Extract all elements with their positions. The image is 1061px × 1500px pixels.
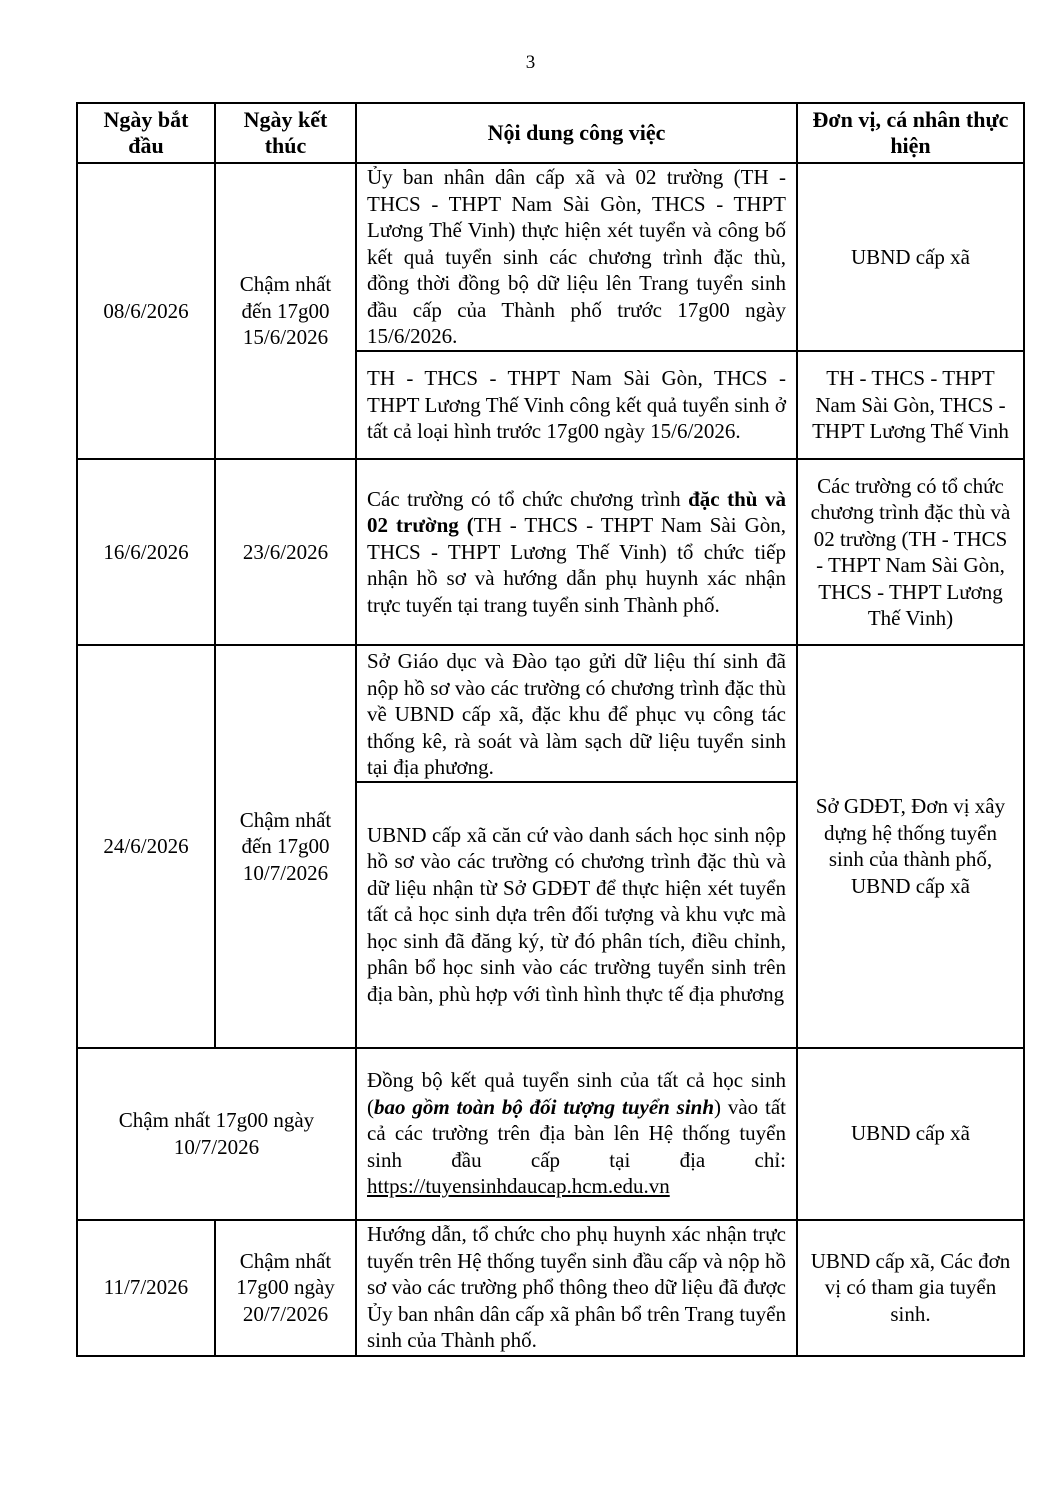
unit-cell: TH - THCS - THPT Nam Sài Gòn, THCS - THPT Lương Thế Vinh [797,351,1024,459]
content-text: TH - THCS - THPT Nam Sài Gòn, THCS - THPT Lương Thế Vinh) tổ chức tiếp nhận hồ sơ và hướng dẫn phụ huynh xác nhận trực tuyến tại trang tuyển sinh Thành phố. [367,513,787,617]
content-bold-italic-text: bao gồm toàn bộ đối tượng tuyển sinh [374,1094,715,1119]
end-date-cell: Chậm nhất 17g00 ngày 20/7/2026 [215,1220,356,1356]
content-cell: Sở Giáo dục và Đào tạo gửi dữ liệu thí sinh đã nộp hồ sơ vào các trường có chương trình đặc thù về UBND cấp xã, đặc khu để phục vụ công tác thống kê, rà soát và làm sạch dữ liệu tuyển sinh tại địa phương. [356,645,797,782]
website-link[interactable]: https://tuyensinhdaucap.hcm.edu.vn [367,1174,670,1199]
start-date-cell: 16/6/2026 [77,459,215,645]
table-row [77,1048,1024,1220]
start-date-cell: 08/6/2026 [77,163,215,459]
start-date-cell: 24/6/2026 [77,645,215,1048]
content-text: ) vào tất cả các trường trên địa bàn lên Hệ thống tuyển sinh đầu cấp tại địa chỉ: [367,1094,787,1172]
end-date-cell: 23/6/2026 [215,459,356,645]
unit-cell: Sở GDĐT, Đơn vị xây dựng hệ thống tuyển sinh của thành phố, UBND cấp xã [797,645,1024,1048]
unit-cell: UBND cấp xã [797,163,1024,351]
start-date-cell: 11/7/2026 [77,1220,215,1356]
content-cell: TH - THCS - THPT Nam Sài Gòn, THCS - THPT Lương Thế Vinh công kết quả tuyển sinh ở tất cả loại hình trước 17g00 ngày 15/6/2026. [356,351,797,459]
header-content: Nội dung công việc [356,103,797,163]
unit-cell: Các trường có tổ chức chương trình đặc thù và 02 trường (TH - THCS - THPT Nam Sài Gòn, THCS - THPT Lương Thế Vinh) [797,459,1024,645]
page-number: 3 [525,52,536,73]
content-cell: Hướng dẫn, tổ chức cho phụ huynh xác nhận trực tuyến trên Hệ thống tuyển sinh đầu cấp và nộp hồ sơ vào các trường phổ thông theo dữ liệu đã được Ủy ban nhân dân cấp xã phân bổ trên Trang tuyển sinh của Thành phố. [356,1220,797,1356]
content-cell [356,459,797,645]
header-end-date: Ngày kết thúc [215,103,356,163]
schedule-table [76,102,1025,1357]
unit-cell: UBND cấp xã [797,1048,1024,1220]
content-bold-text: đặc thù và 02 trường ( [367,486,786,538]
table-row [77,1220,1024,1356]
content-cell [356,1048,797,1220]
header-unit: Đơn vị, cá nhân thực hiện [797,103,1024,163]
content-text: Đồng bộ kết quả tuyển sinh của tất cả học sinh ( [367,1068,786,1119]
end-date-cell: Chậm nhất đến 17g00 10/7/2026 [215,645,356,1048]
table-row [77,459,1024,645]
table-row [77,645,1024,782]
header-start-date: Ngày bắt đầu [77,103,215,163]
content-cell: UBND cấp xã căn cứ vào danh sách học sinh nộp hồ sơ vào các trường có chương trình đặc thù và dữ liệu nhận từ Sở GDĐT để thực hiện xét tuyển tất cả học sinh dựa trên đối tượng và khu vực mà học sinh đã đăng ký, từ đó phân tích, điều chỉnh, phân bổ học sinh vào các trường tuyển sinh trên địa bàn, phù hợp với tình hình thực tế địa phương [356,782,797,1048]
table-row [77,163,1024,351]
header-row [77,103,1024,163]
end-date-cell: Chậm nhất đến 17g00 15/6/2026 [215,163,356,459]
date-cell: Chậm nhất 17g00 ngày 10/7/2026 [77,1048,356,1220]
content-cell: Ủy ban nhân dân cấp xã và 02 trường (TH - THCS - THPT Nam Sài Gòn, THCS - THPT Lương Thế Vinh) thực hiện xét tuyển và công bố kết quả tuyển sinh các chương trình đặc thù, đồng thời đồng bộ dữ liệu lên Trang tuyển sinh đầu cấp của Thành phố trước 17g00 ngày 15/6/2026. [356,163,797,351]
content-text: Các trường có tổ chức chương trình [367,486,689,511]
unit-cell: UBND cấp xã, Các đơn vị có tham gia tuyển sinh. [797,1220,1024,1356]
